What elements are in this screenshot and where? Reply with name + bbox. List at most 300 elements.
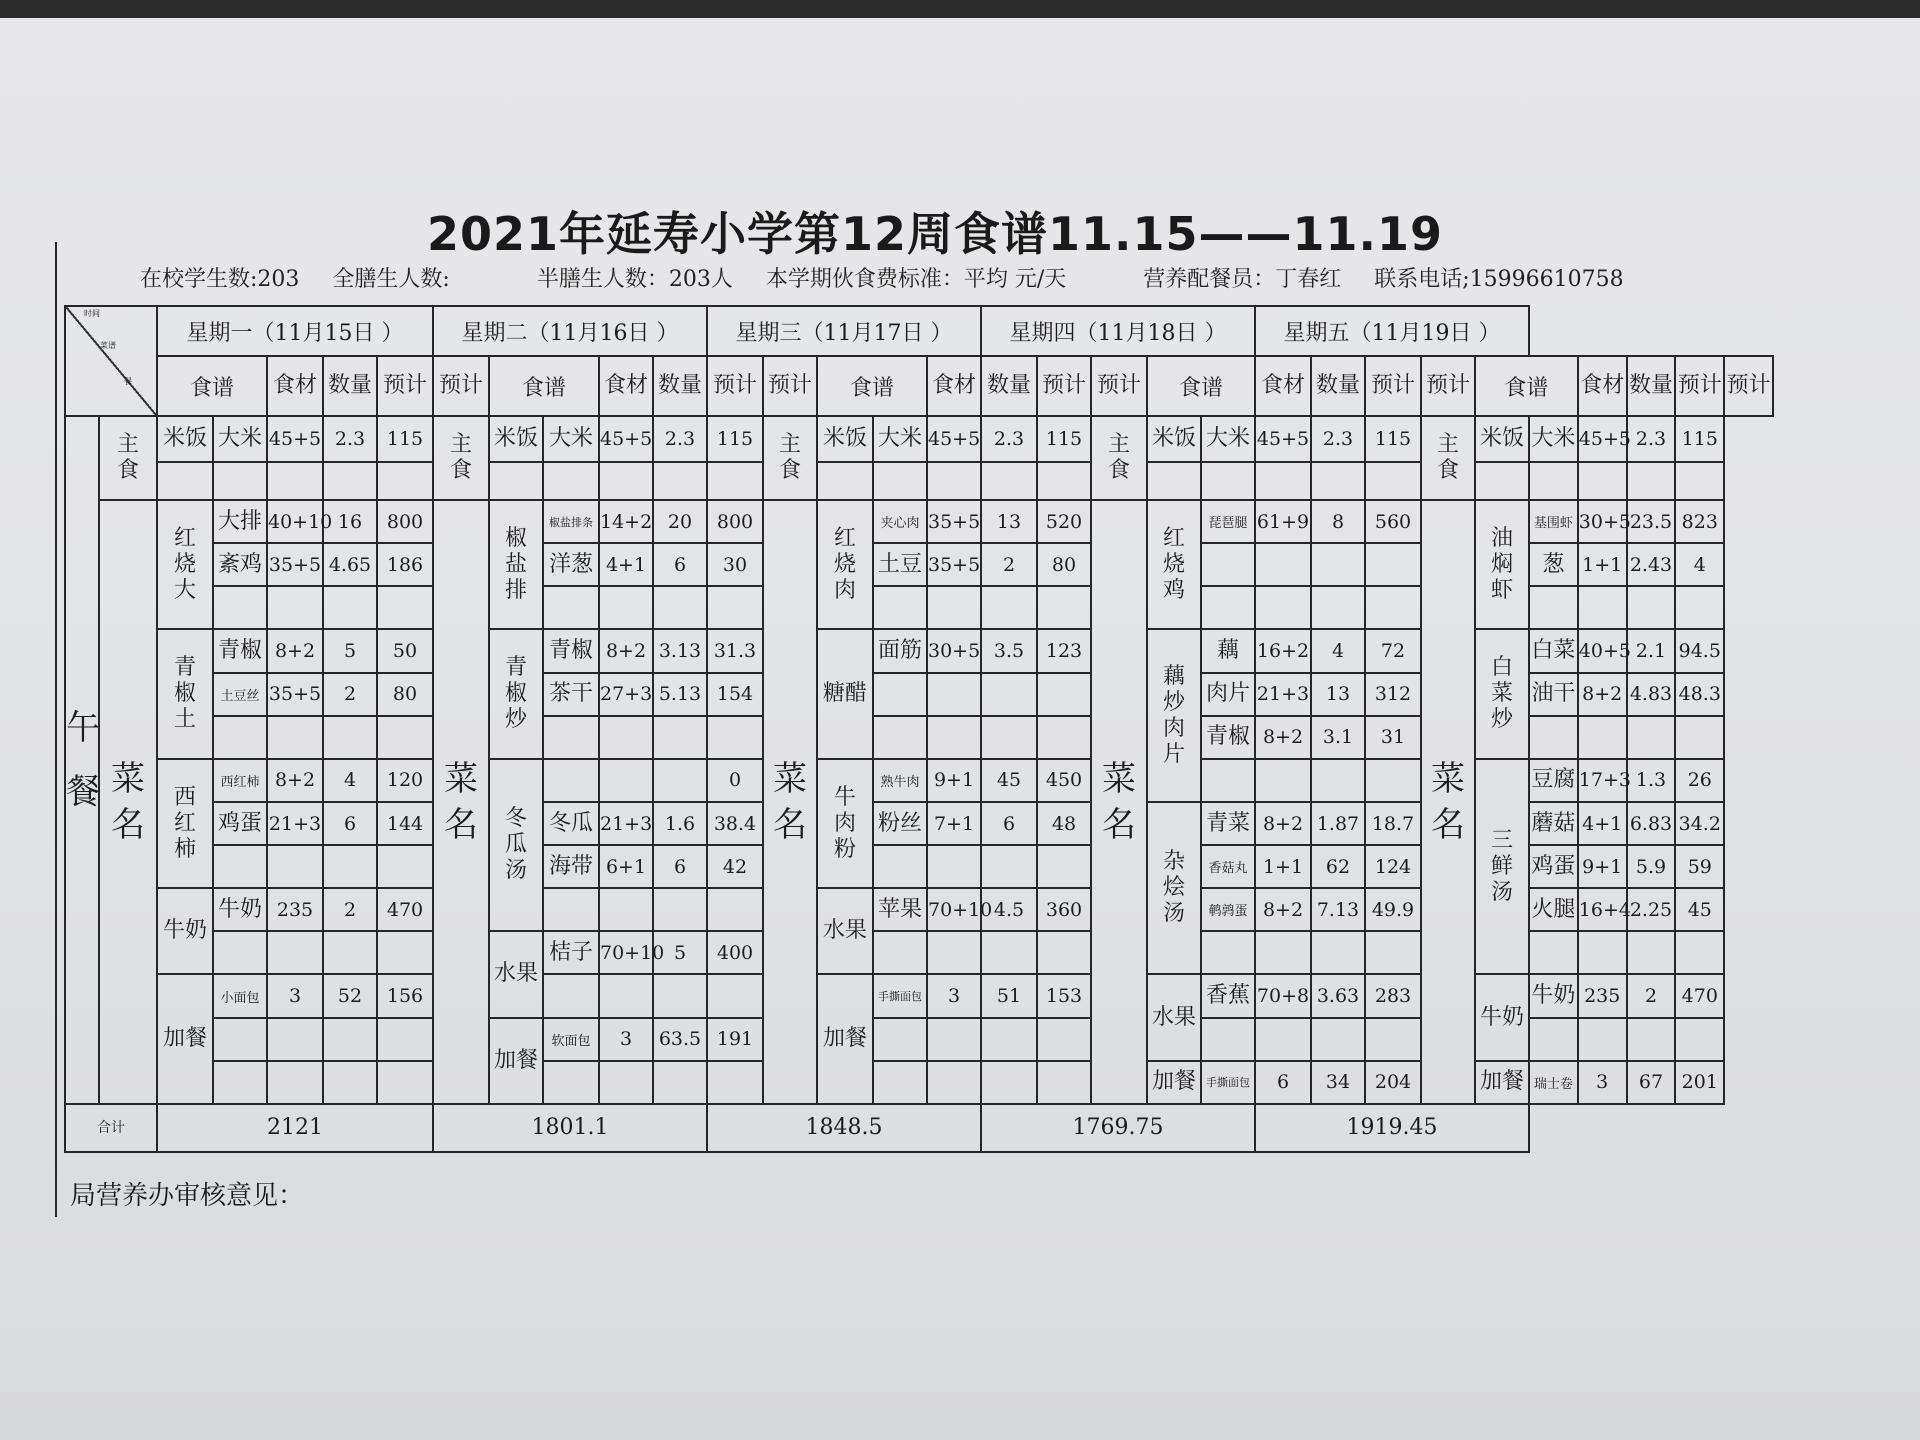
estimate-cell: [1311, 1018, 1365, 1061]
table-row: [65, 759, 1773, 802]
quantity-cell: [599, 586, 653, 629]
quantity-cell: [1578, 586, 1627, 629]
estimate-total-cell: 34.2: [1675, 802, 1724, 845]
estimate-total-cell: [1037, 845, 1091, 888]
dish-name: 青 椒 炒: [489, 629, 543, 758]
ingredient-cell: [873, 716, 927, 759]
staple-est1: 2.3: [981, 416, 1037, 462]
dishes-label-char: 名: [1431, 804, 1465, 845]
empty-cell: [1201, 462, 1255, 500]
empty-cell: [1037, 462, 1091, 500]
quantity-cell: 17+3: [1578, 759, 1627, 802]
col-quantity: 数量: [653, 356, 707, 416]
quantity-cell: 27+3: [599, 673, 653, 716]
ingredient-cell: 紊鸡: [213, 543, 267, 586]
ingredient-cell: 瑞士卷: [1529, 1061, 1578, 1104]
ingredient-cell: 鸡蛋: [1529, 845, 1578, 888]
quantity-cell: [1255, 931, 1311, 974]
estimate-cell: 5.9: [1627, 845, 1676, 888]
estimate-total-cell: 0: [707, 759, 763, 802]
estimate-total-cell: [707, 716, 763, 759]
estimate-total-cell: [377, 716, 433, 759]
estimate-total-cell: [1037, 1061, 1091, 1104]
estimate-cell: [653, 586, 707, 629]
estimate-total-cell: 31.3: [707, 629, 763, 672]
quantity-cell: 3: [599, 1018, 653, 1061]
ingredient-cell: 青椒: [1201, 716, 1255, 759]
staple-dish: 米饭: [1147, 416, 1201, 462]
estimate-cell: [323, 845, 377, 888]
quantity-cell: 3: [1578, 1061, 1627, 1104]
estimate-cell: 6: [981, 802, 1037, 845]
estimate-total-cell: 120: [377, 759, 433, 802]
quantity-cell: 9+1: [1578, 845, 1627, 888]
estimate-cell: 1.3: [1627, 759, 1676, 802]
ingredient-cell: 熟牛肉: [873, 759, 927, 802]
estimate-total-cell: 80: [377, 673, 433, 716]
day-header: 星期五（11月19日 ）: [1255, 306, 1529, 356]
estimate-total-cell: 154: [707, 673, 763, 716]
dishes-label: [763, 500, 817, 1104]
quantity-cell: 7+1: [927, 802, 981, 845]
dish-name: 西 红 柿: [157, 759, 213, 888]
ingredient-cell: 洋葱: [543, 543, 599, 586]
estimate-cell: 2.25: [1627, 888, 1676, 931]
estimate-cell: [1627, 931, 1676, 974]
ingredient-cell: 青菜: [1201, 802, 1255, 845]
estimate-total-cell: 48: [1037, 802, 1091, 845]
quantity-cell: [1255, 543, 1311, 586]
full-meal-count: 全膳生人数:: [332, 267, 450, 292]
lunch-label-char: 午: [66, 708, 100, 749]
staple-est2: 115: [1675, 416, 1724, 462]
dish-name: 红 烧 肉: [817, 500, 873, 629]
quantity-cell: 3: [927, 974, 981, 1017]
quantity-cell: 1+1: [1578, 543, 1627, 586]
students-count: 在校学生数:203: [140, 267, 300, 292]
estimate-cell: [653, 974, 707, 1017]
estimate-total-cell: 50: [377, 629, 433, 672]
estimate-cell: [653, 1061, 707, 1104]
empty-cell: [1475, 462, 1529, 500]
ingredient-cell: 肉片: [1201, 673, 1255, 716]
col-estimate-total: 预计: [1724, 356, 1773, 416]
ingredient-cell: 香菇丸: [1201, 845, 1255, 888]
ingredient-cell: [543, 716, 599, 759]
staple-label-char: 食: [1107, 458, 1130, 484]
ingredient-cell: 琵琶腿: [1201, 500, 1255, 543]
quantity-cell: 14+2: [599, 500, 653, 543]
estimate-total-cell: 400: [707, 931, 763, 974]
estimate-cell: 4: [323, 759, 377, 802]
dishes-label-char: 菜: [444, 758, 478, 799]
dish-name: 加餐: [489, 1018, 543, 1104]
col-estimate: 预计: [1037, 356, 1091, 416]
dishes-label-char: 名: [1102, 804, 1136, 845]
dish-name: 牛奶: [1475, 974, 1529, 1060]
ingredient-cell: [1529, 716, 1578, 759]
col-ingredient: 食材: [1255, 356, 1311, 416]
empty-cell: [817, 462, 873, 500]
meal-fee: 本学期伙食费标准：平均 元/天: [765, 267, 1067, 292]
col-estimate: 预计: [377, 356, 433, 416]
estimate-cell: 2: [981, 543, 1037, 586]
corner-time-label: 时间: [84, 309, 100, 318]
ingredient-cell: 蘑菇: [1529, 802, 1578, 845]
estimate-cell: 13: [981, 500, 1037, 543]
quantity-cell: [927, 1061, 981, 1104]
staple-label: [763, 416, 817, 500]
staple-label-char: 食: [116, 458, 139, 484]
staple-qty: 45+5: [1255, 416, 1311, 462]
dish-name: 杂 烩 汤: [1147, 802, 1201, 975]
ingredient-cell: 桔子: [543, 931, 599, 974]
staple-dish: 米饭: [1475, 416, 1529, 462]
ingredient-cell: 西红柿: [213, 759, 267, 802]
dish-name: 藕 炒 肉 片: [1147, 629, 1201, 802]
estimate-total-cell: [1365, 586, 1421, 629]
col-estimate: 预计: [1675, 356, 1724, 416]
estimate-cell: [1311, 759, 1365, 802]
ingredient-cell: 冬瓜: [543, 802, 599, 845]
quantity-cell: 21+3: [1255, 673, 1311, 716]
ingredient-cell: [1201, 543, 1255, 586]
ingredient-cell: 土豆丝: [213, 673, 267, 716]
estimate-cell: 2: [1627, 974, 1676, 1017]
quantity-cell: [267, 586, 323, 629]
estimate-total-cell: [1037, 716, 1091, 759]
empty-cell: [1311, 462, 1365, 500]
staple-label-char: 主: [116, 432, 139, 458]
ingredient-cell: [213, 931, 267, 974]
col-ingredient: 食材: [267, 356, 323, 416]
estimate-total-cell: 45: [1675, 888, 1724, 931]
estimate-cell: 1.6: [653, 802, 707, 845]
estimate-total-cell: 144: [377, 802, 433, 845]
ingredient-cell: [213, 586, 267, 629]
estimate-cell: [323, 716, 377, 759]
ingredient-cell: 小面包: [213, 974, 267, 1017]
estimate-cell: [981, 716, 1037, 759]
day-total: 1769.75: [981, 1104, 1255, 1152]
estimate-cell: 1.87: [1311, 802, 1365, 845]
estimate-total-cell: 204: [1365, 1061, 1421, 1104]
quantity-cell: [1255, 586, 1311, 629]
staple-est1: 2.3: [323, 416, 377, 462]
day-total: 1919.45: [1255, 1104, 1529, 1152]
estimate-cell: [1627, 716, 1676, 759]
contact-phone: 联系电话;15996610758: [1374, 267, 1624, 292]
empty-cell: [873, 462, 927, 500]
dishes-label-char: 菜: [111, 758, 145, 799]
quantity-cell: 30+5: [1578, 500, 1627, 543]
col-recipe: 食谱: [817, 356, 927, 416]
dishes-label-char: 名: [444, 804, 478, 845]
quantity-cell: [599, 1061, 653, 1104]
ingredient-cell: [1201, 586, 1255, 629]
dish-name: 三 鲜 汤: [1475, 759, 1529, 975]
estimate-cell: 4: [1311, 629, 1365, 672]
estimate-total-cell: 191: [707, 1018, 763, 1061]
estimate-cell: [1311, 543, 1365, 586]
staple-dish: 米饭: [817, 416, 873, 462]
day-header: 星期一（11月15日 ）: [157, 306, 433, 356]
ingredient-cell: 大排: [213, 500, 267, 543]
estimate-cell: 6: [653, 543, 707, 586]
quantity-cell: [267, 1018, 323, 1061]
table-row: [65, 500, 1773, 543]
staple-label-char: 食: [1436, 458, 1459, 484]
estimate-total-cell: 520: [1037, 500, 1091, 543]
staple-est2: 115: [377, 416, 433, 462]
empty-cell: [323, 462, 377, 500]
empty-cell: [543, 462, 599, 500]
col-quantity: 数量: [1627, 356, 1676, 416]
quantity-cell: 8+2: [599, 629, 653, 672]
ingredient-cell: 鹌鹑蛋: [1201, 888, 1255, 931]
lunch-label-char: 餐: [66, 772, 100, 813]
day-total: 1801.1: [433, 1104, 707, 1152]
ingredient-cell: 火腿: [1529, 888, 1578, 931]
empty-cell: [157, 462, 213, 500]
estimate-total-cell: 560: [1365, 500, 1421, 543]
ingredient-cell: [543, 759, 599, 802]
quantity-cell: [1578, 931, 1627, 974]
quantity-cell: 8+2: [1255, 716, 1311, 759]
col-quantity: 数量: [981, 356, 1037, 416]
table-row: [65, 1061, 1773, 1104]
dish-name: 加餐: [817, 974, 873, 1103]
ingredient-cell: [873, 931, 927, 974]
estimate-total-cell: [1675, 586, 1724, 629]
quantity-cell: 70+10: [927, 888, 981, 931]
staple-dish: 米饭: [489, 416, 543, 462]
corner-meal-label: 餐: [124, 377, 132, 386]
estimate-total-cell: [377, 1018, 433, 1061]
ingredient-cell: 手撕面包: [1201, 1061, 1255, 1104]
quantity-cell: 8+2: [267, 759, 323, 802]
estimate-cell: 5.13: [653, 673, 707, 716]
quantity-cell: [599, 759, 653, 802]
quantity-cell: [927, 716, 981, 759]
estimate-total-cell: 823: [1675, 500, 1724, 543]
col-estimate-total: 预计: [763, 356, 817, 416]
ingredient-cell: 土豆: [873, 543, 927, 586]
half-meal-count: 半膳生人数：203人: [536, 267, 733, 292]
estimate-cell: 5: [323, 629, 377, 672]
quantity-cell: 1+1: [1255, 845, 1311, 888]
staple-est1: 2.3: [1311, 416, 1365, 462]
ingredient-cell: 青椒: [543, 629, 599, 672]
quantity-cell: 8+2: [1255, 802, 1311, 845]
dishes-label: [1421, 500, 1475, 1104]
ingredient-cell: [213, 845, 267, 888]
estimate-cell: 63.5: [653, 1018, 707, 1061]
quantity-cell: 30+5: [927, 629, 981, 672]
estimate-total-cell: 80: [1037, 543, 1091, 586]
estimate-total-cell: 153: [1037, 974, 1091, 1017]
estimate-cell: 20: [653, 500, 707, 543]
estimate-total-cell: [1675, 931, 1724, 974]
estimate-cell: [1627, 1018, 1676, 1061]
day-header: 星期三（11月17日 ）: [707, 306, 981, 356]
staple-ingredient: 大米: [873, 416, 927, 462]
staple-label: [1091, 416, 1147, 500]
ingredient-cell: [1201, 759, 1255, 802]
estimate-cell: 8: [1311, 500, 1365, 543]
estimate-cell: [981, 931, 1037, 974]
table-left-edge: [55, 242, 57, 1217]
estimate-cell: 67: [1627, 1061, 1676, 1104]
col-ingredient: 食材: [927, 356, 981, 416]
estimate-total-cell: 26: [1675, 759, 1724, 802]
empty-cell: [1365, 462, 1421, 500]
estimate-total-cell: [1037, 586, 1091, 629]
staple-ingredient: 大米: [1201, 416, 1255, 462]
ingredient-cell: 基围虾: [1529, 500, 1578, 543]
estimate-total-cell: 800: [377, 500, 433, 543]
estimate-total-cell: 283: [1365, 974, 1421, 1017]
ingredient-cell: 油干: [1529, 673, 1578, 716]
estimate-total-cell: 31: [1365, 716, 1421, 759]
quantity-cell: [599, 974, 653, 1017]
estimate-total-cell: 124: [1365, 845, 1421, 888]
ingredient-cell: 软面包: [543, 1018, 599, 1061]
empty-cell: [489, 462, 543, 500]
ingredient-cell: [213, 1061, 267, 1104]
ingredient-cell: [543, 888, 599, 931]
dishes-label: [1091, 500, 1147, 1104]
empty-cell: [267, 462, 323, 500]
ingredient-cell: [1201, 931, 1255, 974]
estimate-total-cell: [377, 1061, 433, 1104]
dishes-label-char: 菜: [773, 758, 807, 799]
ingredient-cell: 面筋: [873, 629, 927, 672]
dishes-label: [433, 500, 489, 1104]
estimate-cell: 3.63: [1311, 974, 1365, 1017]
empty-cell: [1627, 462, 1676, 500]
quantity-cell: [1578, 1018, 1627, 1061]
estimate-total-cell: 48.3: [1675, 673, 1724, 716]
quantity-cell: 235: [267, 888, 323, 931]
estimate-cell: 7.13: [1311, 888, 1365, 931]
estimate-total-cell: 49.9: [1365, 888, 1421, 931]
quantity-cell: 6+1: [599, 845, 653, 888]
estimate-total-cell: [377, 845, 433, 888]
col-estimate-total: 预计: [1091, 356, 1147, 416]
dish-name: 青 椒 土: [157, 629, 213, 758]
dish-name: 加餐: [1147, 1061, 1201, 1104]
estimate-total-cell: 4: [1675, 543, 1724, 586]
quantity-cell: [267, 716, 323, 759]
dish-name: 牛奶: [157, 888, 213, 974]
staple-dish: 米饭: [157, 416, 213, 462]
staple-est2: 115: [707, 416, 763, 462]
empty-cell: [1255, 462, 1311, 500]
estimate-total-cell: 156: [377, 974, 433, 1017]
day-total: 1848.5: [707, 1104, 981, 1152]
col-ingredient: 食材: [1578, 356, 1627, 416]
table-row: [65, 974, 1773, 1017]
estimate-total-cell: 470: [377, 888, 433, 931]
empty-cell: [707, 462, 763, 500]
menu-table: [64, 305, 1774, 1153]
dishes-label-char: 名: [111, 804, 145, 845]
day-total: 2121: [157, 1104, 433, 1152]
ingredient-cell: [1201, 1018, 1255, 1061]
staple-label: [433, 416, 489, 500]
quantity-cell: 70+10: [599, 931, 653, 974]
staple-qty: 45+5: [267, 416, 323, 462]
estimate-cell: 4.5: [981, 888, 1037, 931]
staple-est2: 115: [1365, 416, 1421, 462]
estimate-cell: 3.13: [653, 629, 707, 672]
staple-qty: 45+5: [927, 416, 981, 462]
dish-name: 水果: [817, 888, 873, 974]
ingredient-cell: [1529, 1018, 1578, 1061]
total-label: 合计: [65, 1104, 157, 1152]
staple-label-char: 食: [778, 458, 801, 484]
dish-name: 糖醋: [817, 629, 873, 758]
dish-name: 加餐: [1475, 1061, 1529, 1104]
quantity-cell: 4+1: [599, 543, 653, 586]
estimate-cell: 6: [323, 802, 377, 845]
quantity-cell: [267, 1061, 323, 1104]
staple-ingredient: 大米: [543, 416, 599, 462]
estimate-total-cell: 201: [1675, 1061, 1724, 1104]
ingredient-cell: 苹果: [873, 888, 927, 931]
estimate-cell: 16: [323, 500, 377, 543]
staple-label-char: 主: [778, 432, 801, 458]
table-row: [65, 462, 1773, 500]
quantity-cell: 35+5: [267, 543, 323, 586]
estimate-total-cell: [377, 586, 433, 629]
estimate-cell: [323, 1018, 377, 1061]
empty-cell: [1675, 462, 1724, 500]
quantity-cell: 8+2: [1255, 888, 1311, 931]
empty-cell: [213, 462, 267, 500]
estimate-total-cell: 18.7: [1365, 802, 1421, 845]
estimate-total-cell: [1037, 1018, 1091, 1061]
col-recipe: 食谱: [489, 356, 599, 416]
estimate-cell: [323, 586, 377, 629]
day-header: 星期四（11月18日 ）: [981, 306, 1255, 356]
dishes-label-left: [99, 500, 157, 1104]
quantity-cell: 8+2: [1578, 673, 1627, 716]
ingredient-cell: 白菜: [1529, 629, 1578, 672]
estimate-total-cell: [1675, 716, 1724, 759]
empty-cell: [599, 462, 653, 500]
staple-label-char: 主: [1107, 432, 1130, 458]
quantity-cell: [927, 1018, 981, 1061]
col-recipe: 食谱: [1475, 356, 1578, 416]
dishes-label-char: 菜: [1102, 758, 1136, 799]
col-quantity: 数量: [1311, 356, 1365, 416]
quantity-cell: [267, 931, 323, 974]
ingredient-cell: 粉丝: [873, 802, 927, 845]
estimate-cell: 62: [1311, 845, 1365, 888]
staple-est1: 2.3: [1627, 416, 1676, 462]
empty-cell: [981, 462, 1037, 500]
estimate-cell: 23.5: [1627, 500, 1676, 543]
staple-label: [1421, 416, 1475, 500]
ingredient-cell: 鸡蛋: [213, 802, 267, 845]
estimate-total-cell: [1365, 543, 1421, 586]
dishes-label-char: 名: [773, 804, 807, 845]
corner-diagonal: [66, 307, 156, 415]
dish-name: 加餐: [157, 974, 213, 1103]
info-line: [140, 262, 1700, 293]
